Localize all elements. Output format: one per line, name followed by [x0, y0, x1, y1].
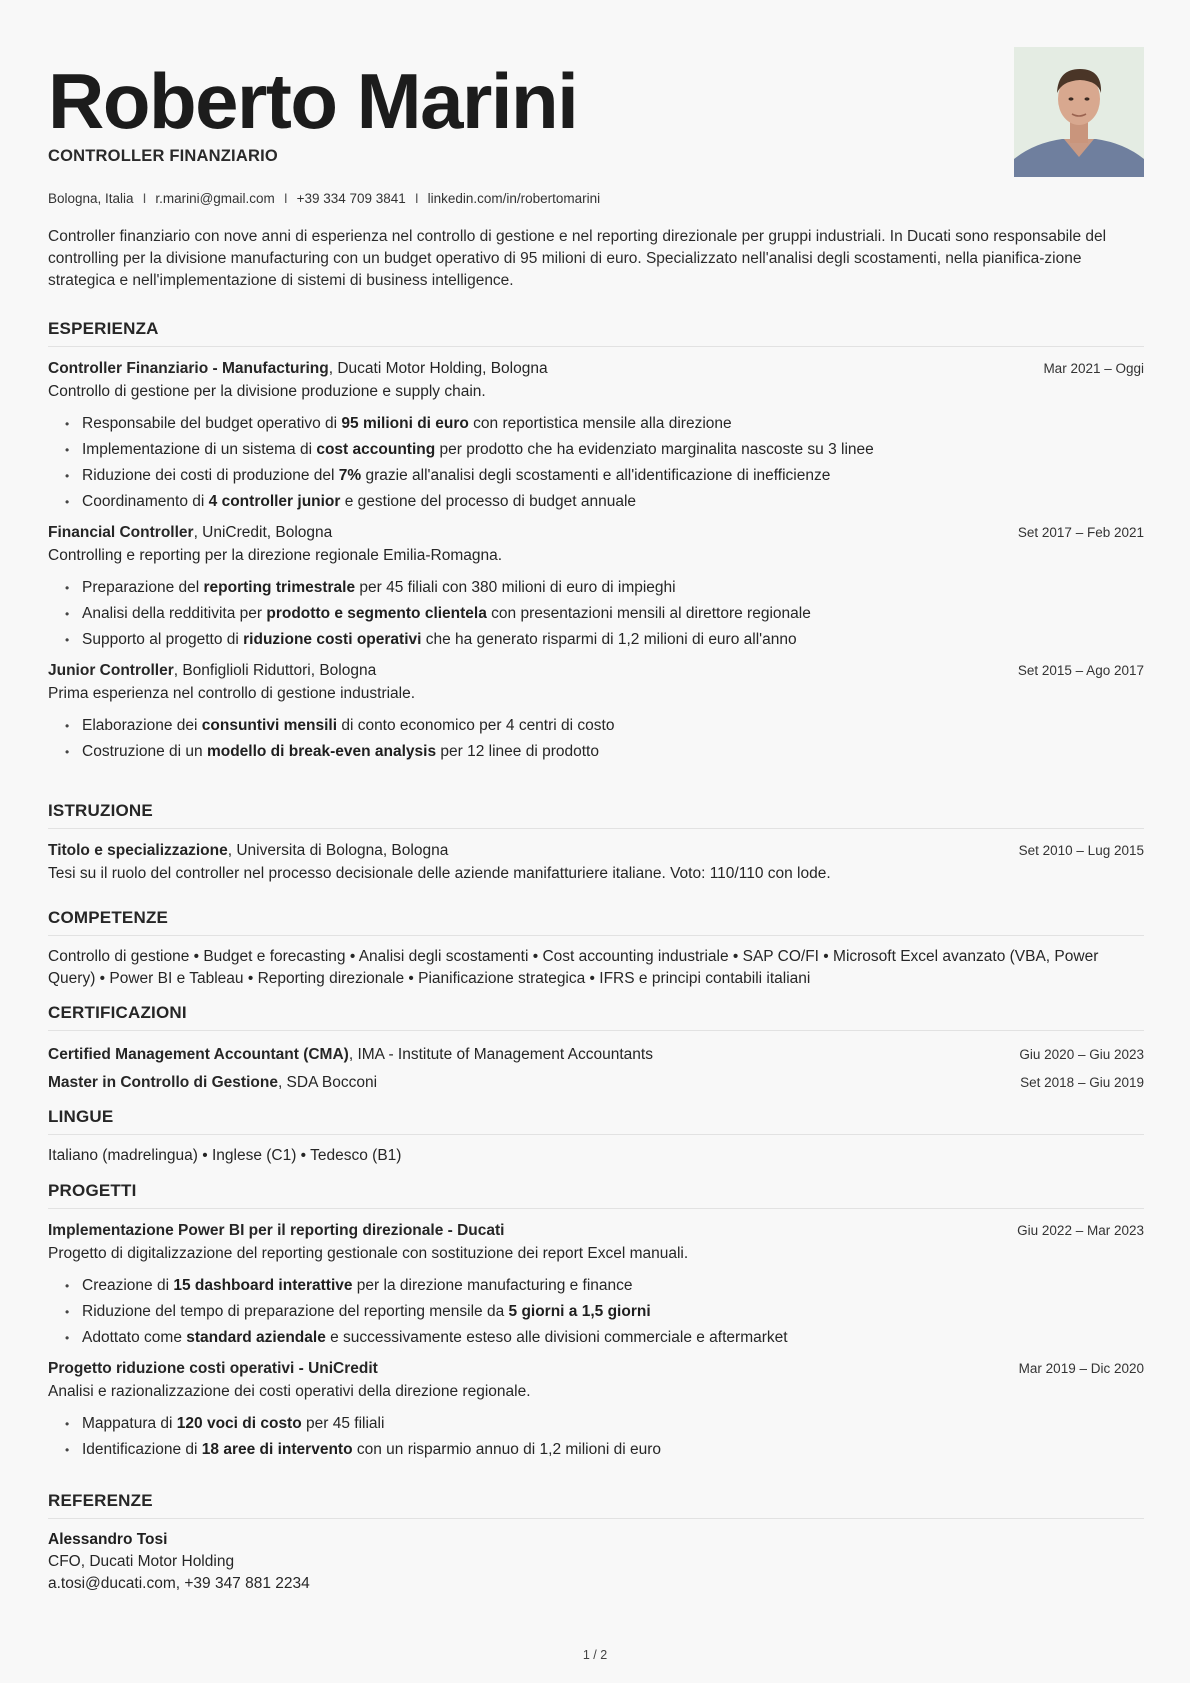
bullet-item: • Coordinamento di 4 controller junior e gestione del processo di budget annuale: [48, 489, 1144, 515]
resume-header: [48, 0, 1144, 289]
entry-date: Set 2010 – Lug 2015: [1018, 843, 1144, 858]
project-entry: [48, 1219, 1144, 1351]
entry-description: Progetto di digitalizzazione del reporting gestionale con sostituzione dei report Excel manuali.: [48, 1245, 689, 1262]
experience-entry: [48, 521, 1144, 653]
project-name: Progetto riduzione costi operativi - UniCredit: [48, 1360, 378, 1377]
profile-photo: [1014, 47, 1144, 177]
entry-role: Junior Controller: [48, 662, 174, 679]
bullet-list: [48, 1411, 1144, 1463]
entry-org: , UniCredit, Bologna: [193, 524, 333, 541]
resume-page: [48, 0, 1144, 1592]
skills-section: [48, 907, 1144, 990]
bullet-item: • Mappatura di 120 voci di costo per 45 filiali: [48, 1411, 1144, 1437]
reference-contact[interactable]: a.tosi@ducati.com, +39 347 881 2234: [48, 1575, 310, 1592]
contact-separator: I: [414, 191, 419, 206]
bullet-item: • Adottato come standard aziendale e successivamente esteso alle divisioni commerciale e aftermarket: [48, 1325, 1144, 1351]
certification-item: [48, 1041, 1144, 1069]
reference-role: CFO, Ducati Motor Holding: [48, 1553, 235, 1570]
bullet-list: [48, 713, 1144, 765]
skills-list: Controllo di gestione • Budget e forecasting • Analisi degli scostamenti • Cost accounting industriale • SAP CO/FI • Microsoft Excel avanzato (VBA, Power Query) • Power BI e Tableau • Reporting direzionale • Pianificazione strategica • IFRS e principi contabili italiani: [48, 948, 1099, 987]
section-title-references: REFERENZE: [48, 1490, 1144, 1519]
certification-item: [48, 1069, 1144, 1097]
bullet-item: • Supporto al progetto di riduzione costi operativi che ha generato risparmi di 1,2 milioni di euro all'anno: [48, 627, 1144, 653]
section-title-experience: ESPERIENZA: [48, 318, 1144, 347]
contact-separator: I: [283, 191, 288, 206]
section-title-skills: COMPETENZE: [48, 907, 1144, 936]
reference-name: Alessandro Tosi: [48, 1531, 168, 1548]
entry-header: [48, 1357, 1144, 1381]
page-number: 1 / 2: [582, 1648, 608, 1662]
project-name: Implementazione Power BI per il reporting direzionale - Ducati: [48, 1222, 505, 1239]
certification-org: , SDA Bocconi: [277, 1074, 378, 1091]
entry-date: Set 2015 – Ago 2017: [1017, 663, 1144, 678]
bullet-item: • Elaborazione dei consuntivi mensili di conto economico per 4 centri di costo: [48, 713, 1144, 739]
bullet-item: • Implementazione di un sistema di cost accounting per prodotto che ha evidenziato marginalita nascoste su 3 linee: [48, 437, 1144, 463]
entry-description: Analisi e razionalizzazione dei costi operativi della direzione regionale.: [48, 1383, 531, 1400]
entry-date: Mar 2021 – Oggi: [1043, 361, 1144, 376]
experience-entry: [48, 357, 1144, 515]
entry-header: [48, 1219, 1144, 1243]
email-link[interactable]: r.marini@gmail.com: [155, 191, 275, 206]
languages-list: Italiano (madrelingua) • Inglese (C1) • Tedesco (B1): [48, 1147, 402, 1164]
section-title-certifications: CERTIFICAZIONI: [48, 1002, 1144, 1031]
certification-date: Set 2018 – Giu 2019: [1020, 1075, 1144, 1090]
bullet-list: [48, 575, 1144, 653]
bullet-item: • Creazione di 15 dashboard interattive per la direzione manufacturing e finance: [48, 1273, 1144, 1299]
linkedin-link[interactable]: linkedin.com/in/robertomarini: [427, 191, 601, 206]
bullet-item: • Analisi della redditivita per prodotto e segmento clientela con presentazioni mensili al direttore regionale: [48, 601, 1144, 627]
certification-name: Certified Management Accountant (CMA): [48, 1046, 349, 1063]
candidate-name: Roberto Marini: [48, 57, 578, 145]
location-text: Bologna, Italia: [48, 191, 134, 206]
education-section: [48, 800, 1144, 885]
certifications-section: [48, 1002, 1144, 1097]
phone-text[interactable]: +39 334 709 3841: [296, 191, 406, 206]
bullet-list: [48, 411, 1144, 515]
profile-summary: Controller finanziario con nove anni di esperienza nel controllo di gestione e nel reporting direzionale per gruppi industriali. In Ducati sono responsabile del controlling per la divisione manufacturing con un budget operativo di 95 milioni di euro. Specializzato nell'analisi degli scostamenti, nella pianifica-zione strategica e nell'implementazione di sistemi di business intelligence.: [48, 228, 1107, 289]
entry-date: Giu 2022 – Mar 2023: [1017, 1223, 1144, 1238]
certification-name: Master in Controllo di Gestione: [48, 1074, 278, 1091]
entry-description: Prima esperienza nel controllo di gestione industriale.: [48, 685, 416, 702]
entry-header: [48, 521, 1144, 545]
experience-entry: [48, 659, 1144, 765]
entry-degree: Titolo e specializzazione: [48, 842, 228, 859]
bullet-item: • Identificazione di 18 aree di intervento con un risparmio annuo di 1,2 milioni di euro: [48, 1437, 1144, 1463]
bullet-list: [48, 1273, 1144, 1351]
entry-header: [48, 659, 1144, 683]
bullet-item: • Riduzione del tempo di preparazione del reporting mensile da 5 giorni a 1,5 giorni: [48, 1299, 1144, 1325]
person-portrait-icon: [1014, 47, 1144, 177]
entry-org: , Ducati Motor Holding, Bologna: [328, 360, 548, 377]
entry-date: Set 2017 – Feb 2021: [1017, 525, 1144, 540]
project-entry: [48, 1357, 1144, 1463]
projects-section: [48, 1180, 1144, 1463]
entry-role: Controller Finanziario - Manufacturing: [48, 360, 329, 377]
bullet-item: • Riduzione dei costi di produzione del 7% grazie all'analisi degli scostamenti e all'identificazione di inefficienze: [48, 463, 1144, 489]
contact-line: [48, 188, 600, 210]
bullet-item: • Costruzione di un modello di break-even analysis per 12 linee di prodotto: [48, 739, 1144, 765]
entry-description: Tesi su il ruolo del controller nel processo decisionale delle aziende manifatturiere italiane. Voto: 110/110 con lode.: [48, 865, 831, 882]
education-entry: [48, 839, 1144, 885]
bullet-item: • Preparazione del reporting trimestrale per 45 filiali con 380 milioni di euro di impieghi: [48, 575, 1144, 601]
certification-date: Giu 2020 – Giu 2023: [1019, 1047, 1144, 1062]
entry-header: [48, 839, 1144, 863]
languages-section: [48, 1106, 1144, 1167]
entry-date: Mar 2019 – Dic 2020: [1018, 1361, 1144, 1376]
entry-description: Controlling e reporting per la direzione regionale Emilia-Romagna.: [48, 547, 503, 564]
entry-role: Financial Controller: [48, 524, 194, 541]
experience-section: [48, 318, 1144, 765]
job-title: CONTROLLER FINANZIARIO: [48, 147, 278, 165]
section-title-languages: LINGUE: [48, 1106, 1144, 1135]
section-title-education: ISTRUZIONE: [48, 800, 1144, 829]
certification-org: , IMA - Institute of Management Accountants: [348, 1046, 653, 1063]
entry-description: Controllo di gestione per la divisione produzione e supply chain.: [48, 383, 486, 400]
contact-separator: I: [142, 191, 147, 206]
entry-org: , Bonfiglioli Riduttori, Bologna: [173, 662, 377, 679]
section-title-projects: PROGETTI: [48, 1180, 1144, 1209]
references-section: [48, 1490, 1144, 1595]
bullet-item: • Responsabile del budget operativo di 95 milioni di euro con reportistica mensile alla direzione: [48, 411, 1144, 437]
entry-header: [48, 357, 1144, 381]
entry-org: , Universita di Bologna, Bologna: [227, 842, 449, 859]
